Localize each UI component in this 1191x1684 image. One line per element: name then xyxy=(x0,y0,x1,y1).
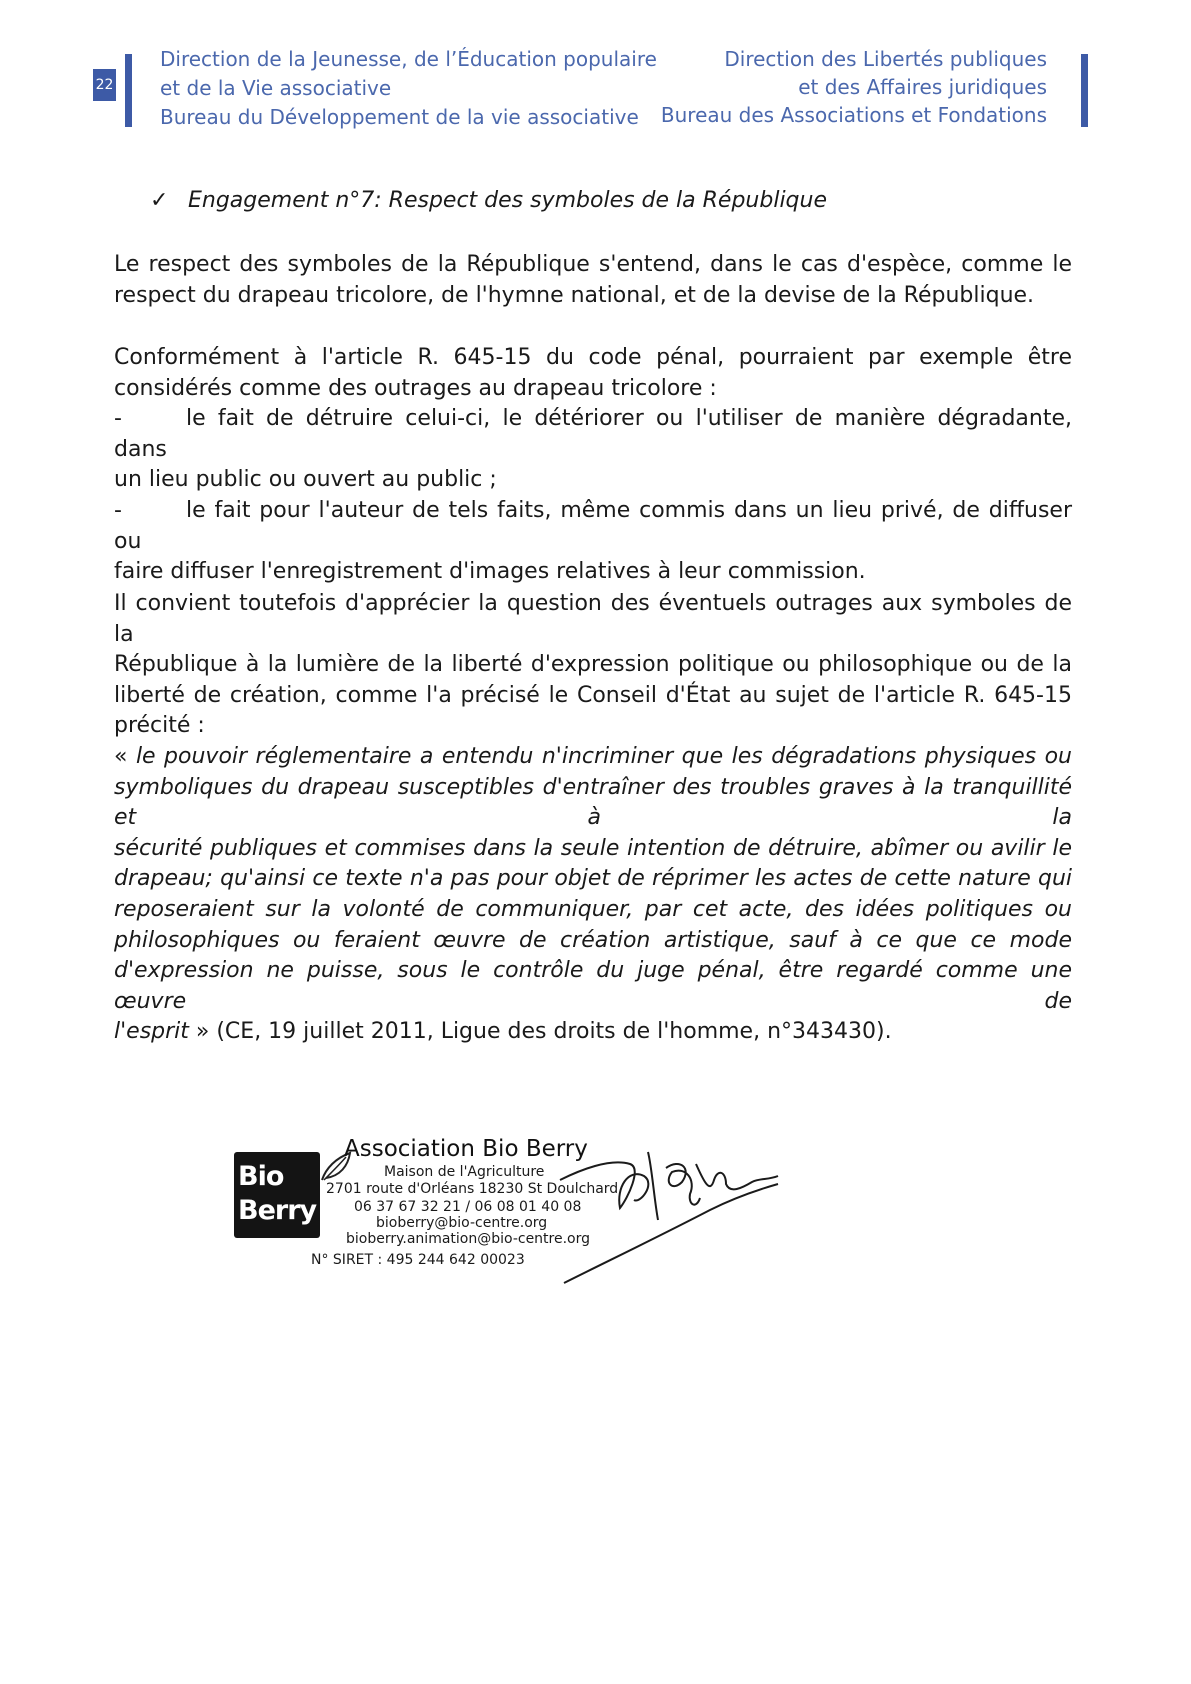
bullet-1-first-line xyxy=(114,404,1072,465)
stamp-line-4: bioberry@bio-centre.org xyxy=(376,1215,548,1231)
checkmark-icon: ✓ xyxy=(150,188,169,213)
stamp-line-6: N° SIRET : 495 244 642 00023 xyxy=(311,1252,525,1268)
bio-berry-logo xyxy=(234,1152,320,1238)
quote-open-mark: « xyxy=(114,744,136,769)
paragraph-4 xyxy=(114,589,1072,742)
section-heading xyxy=(150,188,827,213)
paragraph-4-line-2: République à la lumière de la liberté d'expression politique ou philosophique ou de la xyxy=(114,652,1072,678)
header-left-line-1: Direction de la Jeunesse, de l’Éducation populaire xyxy=(160,47,657,71)
header-right-block xyxy=(587,45,1047,129)
header-right-line-2: et des Affaires juridiques xyxy=(798,75,1047,99)
header-left-line-2: et de la Vie associative xyxy=(160,76,392,100)
stamp-line-3: 06 37 67 32 21 / 06 08 01 40 08 xyxy=(354,1199,582,1215)
logo-line-1: Bio xyxy=(238,1161,284,1192)
quote-citation: » (CE, 19 juillet 2011, Ligue des droits de l'homme, n°343430). xyxy=(188,1019,892,1045)
header-right-line-3: Bureau des Associations et Fondations xyxy=(660,103,1047,127)
quote-line-1 xyxy=(114,742,1072,773)
stamp-line-2: 2701 route d'Orléans 18230 St Doulchard xyxy=(326,1181,619,1197)
handwritten-signature xyxy=(520,1128,800,1298)
paragraph-1 xyxy=(114,250,1072,311)
quote-line-3: sécurité publiques et commises dans la seule intention de détruire, abîmer ou avilir le xyxy=(114,835,1072,861)
paragraph-1-line-2: respect du drapeau tricolore, de l'hymne national, et de la devise de la République. xyxy=(114,282,1035,308)
bullet-2-dash: - xyxy=(114,498,122,523)
paragraph-4-line-3: liberté de création, comme l'a précisé le Conseil d'État au sujet de l'article R. 645-15 xyxy=(114,682,1072,708)
header-right-line-1: Direction des Libertés publiques xyxy=(724,47,1047,71)
header-left-bar xyxy=(125,54,132,127)
logo-text xyxy=(238,1160,316,1228)
quote-line-5: reposeraient sur la volonté de communiquer, par cet acte, des idées politiques ou xyxy=(114,896,1072,922)
paragraph-4-line-1: Il convient toutefois d'apprécier la question des éventuels outrages aux symboles de la xyxy=(114,591,1072,647)
paragraph-3 xyxy=(114,496,1072,588)
bullet-1-second-line: un lieu public ou ouvert au public ; xyxy=(114,467,497,493)
quote-line-4: drapeau; qu'ainsi ce texte n'a pas pour objet de réprimer les actes de cette nature qui xyxy=(114,866,1072,892)
header-left-line-3: Bureau du Développement de la vie associative xyxy=(160,105,639,129)
paragraph-1-line-1: Le respect des symboles de la République s'entend, dans le cas d'espèce, comme le xyxy=(114,252,1072,277)
bullet-1-text: le fait de détruire celui-ci, le détériorer ou l'utiliser de manière dégradante, dans xyxy=(114,406,1072,462)
stamp-line-5: bioberry.animation@bio-centre.org xyxy=(346,1231,591,1247)
quote-line-8 xyxy=(114,1017,1072,1048)
quote-line-7: d'expression ne puisse, sous le contrôle du juge pénal, être regardé comme une œuvre de xyxy=(114,958,1072,1014)
page-number: 22 xyxy=(93,69,116,101)
paragraph-2-line-2: considérés comme des outrages au drapeau tricolore : xyxy=(114,375,717,401)
quote-line-1-text: le pouvoir réglementaire a entendu n'incriminer que les dégradations physiques ou xyxy=(135,744,1072,769)
bullet-1-dash: - xyxy=(114,406,122,432)
section-heading-title: Engagement n°7: Respect des symboles de la République xyxy=(188,188,827,213)
logo-line-2: Berry xyxy=(238,1195,317,1226)
header-right-bar xyxy=(1081,54,1088,127)
quote-block xyxy=(114,742,1072,1048)
quote-line-6: philosophiques ou feraient œuvre de création artistique, sauf à ce que ce mode xyxy=(114,927,1072,953)
quote-line-2: symboliques du drapeau susceptibles d'entraîner des troubles graves à la tranquillité et à la xyxy=(114,774,1072,831)
bullet-2-text: le fait pour l'auteur de tels faits, même commis dans un lieu privé, de diffuser ou xyxy=(114,498,1072,554)
bullet-2-second-line: faire diffuser l'enregistrement d'images relatives à leur commission. xyxy=(114,559,866,585)
bullet-2-first-line xyxy=(114,496,1072,557)
paragraph-2-line-1: Conformément à l'article R. 645-15 du code pénal, pourraient par exemple être xyxy=(114,345,1072,370)
quote-last-italic: l'esprit xyxy=(114,1019,189,1045)
paragraph-2 xyxy=(114,343,1072,496)
stamp-title: Association Bio Berry xyxy=(344,1136,588,1162)
paragraph-4-line-4: précité : xyxy=(114,713,205,739)
stamp-line-1: Maison de l'Agriculture xyxy=(384,1164,545,1180)
